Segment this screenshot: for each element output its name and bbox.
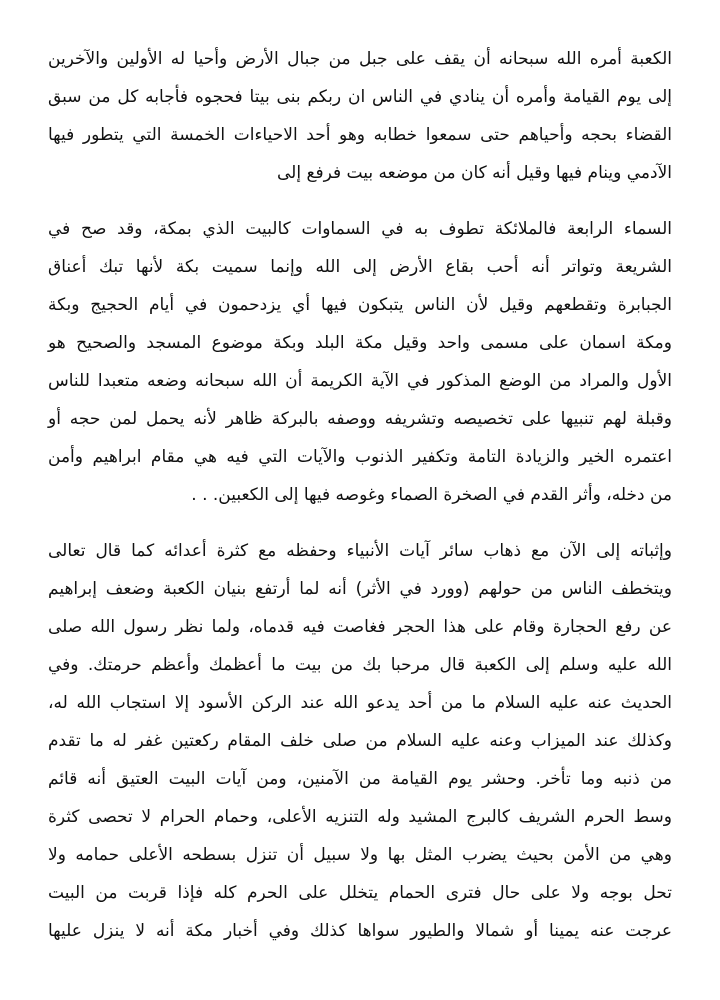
- text-line: وإثباته إلى الآن مع ذهاب سائر آيات الأنبياء وحفظه مع كثرة أعدائه كما قال تعالى: [48, 541, 672, 561]
- text-line: السماء الرابعة فالملائكة تطوف به في السماوات كالبيت الذي بمكة، وقد صح في: [48, 219, 672, 239]
- text-line: اعتمره الخير والزيادة التامة وتكفير الذنوب والآيات التي فيه هي مقام ابراهيم وأمن: [48, 447, 672, 467]
- document-page: [48, 40, 672, 950]
- text-line: من دخله، وأثر القدم في الصخرة الصماء وغوصه فيها إلى الكعبين. . .: [191, 485, 672, 505]
- text-line: وهي من الأمن بحيث يضرب المثل بها ولا سبيل أن تنزل بسطحه الأعلى حمامه ولا: [48, 845, 672, 865]
- text-line: الجبابرة وتقطعهم وقيل لأن الناس يتبكون فيها أي يزدحمون في أيام الحجيج وبكة: [48, 295, 672, 315]
- text-line: الأول والمراد من الوضع المذكور في الآية الكريمة أن الله سبحانه وضعه متعبدا للناس: [48, 371, 672, 391]
- text-line: الآدمي وينام فيها وقيل أنه كان من موضعه بيت فرفع إلى: [276, 163, 672, 183]
- paragraph-3: [48, 532, 672, 950]
- text-line: ومكة اسمان على مسمى واحد وقيل مكة البلد وبكة موضوع المسجد والصحيح هو: [48, 333, 672, 353]
- paragraph-spacer: [48, 514, 672, 532]
- paragraph-1: [48, 40, 672, 192]
- text-line: ويتخطف الناس من حولهم (وورد في الأثر) أنه لما أرتفع بنيان الكعبة وضعف إبراهيم: [48, 579, 672, 599]
- paragraph-spacer: [48, 192, 672, 210]
- text-line: عرجت عنه يمينا أو شمالا والطيور سواها كذلك وفي أخبار مكة أنه لا ينزل عليها: [48, 921, 672, 941]
- text-line: وسط الحرم الشريف كالبرج المشيد وله التنزيه الأعلى، وحمام الحرام لا تحصى كثرة: [48, 807, 672, 827]
- text-line: وقبلة لهم تنبيها على تخصيصه وتشريفه ووصفه بالبركة ظاهر لأنه يحمل لمن حجه أو: [48, 409, 672, 429]
- text-line: من ذنبه وما تأخر. وحشر يوم القيامة من الآمنين، ومن آيات البيت العتيق أنه قائم: [48, 769, 672, 789]
- text-line: عن رفع الحجارة وقام على هذا الحجر فغاصت فيه قدماه، ولما نظر رسول الله صلى: [48, 617, 672, 637]
- text-line: وكذلك عند الميزاب وعنه عليه السلام من صلى خلف المقام ركعتين غفر له ما تقدم: [48, 731, 672, 751]
- paragraph-2: [48, 210, 672, 514]
- text-line: الكعبة أمره الله سبحانه أن يقف على جبل من جبال الأرض وأحيا له الأولين والآخرين: [48, 49, 672, 69]
- text-line: تحل بوجه ولا على حال فترى الحمام يتخلل على الحرم كله فإذا قربت من البيت: [48, 883, 672, 903]
- text-line: إلى يوم القيامة وأمره أن ينادي في الناس ان ربكم بنى بيتا فحجوه فأجابه كل من سبق: [48, 87, 672, 107]
- text-line: القضاء بحجه وأحياهم حتى سمعوا خطابه وهو أحد الاحياءات الخمسة التي يتطور فيها: [48, 125, 672, 145]
- text-line: الله عليه وسلم إلى الكعبة قال مرحبا بك من بيت ما أعظمك وأعظم حرمتك. وفي: [48, 655, 672, 675]
- text-line: الحديث عنه عليه السلام ما من أحد يدعو الله عند الركن الأسود إلا استجاب الله له،: [48, 693, 672, 713]
- text-line: الشريعة وتواتر أنه أحب بقاع الأرض إلى الله وإنما سميت بكة لأنها تبك أعناق: [48, 257, 672, 277]
